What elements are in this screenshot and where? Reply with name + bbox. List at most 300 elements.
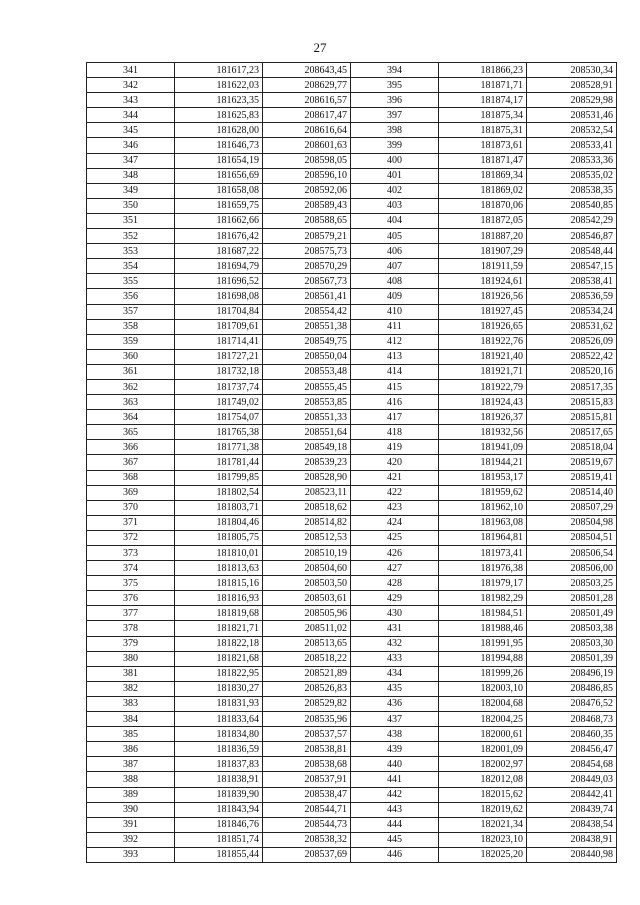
table-row	[87, 546, 617, 561]
x-coordinate: 181924,43	[439, 395, 527, 410]
y-coordinate: 208535,96	[263, 712, 351, 727]
y-coordinate: 208544,73	[263, 817, 351, 832]
y-coordinate: 208506,00	[527, 561, 617, 576]
x-coordinate: 181837,83	[175, 757, 263, 772]
y-coordinate: 208518,04	[527, 440, 617, 455]
x-coordinate: 181870,06	[439, 198, 527, 213]
point-number: 369	[87, 485, 175, 500]
x-coordinate: 181830,27	[175, 681, 263, 696]
x-coordinate: 181846,76	[175, 817, 263, 832]
point-number: 446	[351, 847, 439, 862]
point-number: 376	[87, 591, 175, 606]
x-coordinate: 181709,61	[175, 319, 263, 334]
point-number: 362	[87, 379, 175, 394]
point-number: 417	[351, 410, 439, 425]
table-row	[87, 727, 617, 742]
x-coordinate: 181887,20	[439, 229, 527, 244]
y-coordinate: 208529,98	[527, 93, 617, 108]
y-coordinate: 208533,41	[527, 138, 617, 153]
table-row	[87, 485, 617, 500]
y-coordinate: 208518,62	[263, 500, 351, 515]
y-coordinate: 208505,96	[263, 606, 351, 621]
point-number: 403	[351, 198, 439, 213]
table-row	[87, 561, 617, 576]
x-coordinate: 181926,37	[439, 410, 527, 425]
y-coordinate: 208549,75	[263, 334, 351, 349]
y-coordinate: 208532,54	[527, 123, 617, 138]
point-number: 431	[351, 621, 439, 636]
y-coordinate: 208540,85	[527, 198, 617, 213]
x-coordinate: 181659,75	[175, 198, 263, 213]
x-coordinate: 181874,17	[439, 93, 527, 108]
point-number: 356	[87, 289, 175, 304]
table-row	[87, 832, 617, 847]
y-coordinate: 208537,69	[263, 847, 351, 862]
coordinates-table	[86, 62, 617, 863]
y-coordinate: 208531,46	[527, 108, 617, 123]
table-row	[87, 425, 617, 440]
point-number: 432	[351, 636, 439, 651]
table-row	[87, 757, 617, 772]
x-coordinate: 181851,74	[175, 832, 263, 847]
x-coordinate: 181821,68	[175, 651, 263, 666]
point-number: 390	[87, 802, 175, 817]
table-row	[87, 379, 617, 394]
point-number: 394	[351, 63, 439, 78]
point-number: 416	[351, 395, 439, 410]
table-row	[87, 681, 617, 696]
point-number: 352	[87, 229, 175, 244]
point-number: 388	[87, 772, 175, 787]
table-row	[87, 666, 617, 681]
x-coordinate: 182015,62	[439, 787, 527, 802]
y-coordinate: 208501,39	[527, 651, 617, 666]
y-coordinate: 208538,32	[263, 832, 351, 847]
y-coordinate: 208537,91	[263, 772, 351, 787]
y-coordinate: 208553,85	[263, 395, 351, 410]
x-coordinate: 181727,21	[175, 349, 263, 364]
table-row	[87, 349, 617, 364]
point-number: 414	[351, 364, 439, 379]
x-coordinate: 181869,02	[439, 183, 527, 198]
x-coordinate: 181819,68	[175, 606, 263, 621]
point-number: 438	[351, 727, 439, 742]
point-number: 427	[351, 561, 439, 576]
y-coordinate: 208503,25	[527, 576, 617, 591]
x-coordinate: 181676,42	[175, 229, 263, 244]
x-coordinate: 181922,76	[439, 334, 527, 349]
table-row	[87, 651, 617, 666]
x-coordinate: 181973,41	[439, 546, 527, 561]
table-row	[87, 772, 617, 787]
x-coordinate: 181834,80	[175, 727, 263, 742]
y-coordinate: 208512,53	[263, 530, 351, 545]
x-coordinate: 181924,61	[439, 274, 527, 289]
x-coordinate: 181875,34	[439, 108, 527, 123]
y-coordinate: 208553,48	[263, 364, 351, 379]
y-coordinate: 208456,47	[527, 742, 617, 757]
table-row	[87, 93, 617, 108]
point-number: 392	[87, 832, 175, 847]
y-coordinate: 208547,15	[527, 259, 617, 274]
table-row	[87, 123, 617, 138]
table-row	[87, 229, 617, 244]
point-number: 437	[351, 712, 439, 727]
x-coordinate: 181962,10	[439, 500, 527, 515]
point-number: 387	[87, 757, 175, 772]
point-number: 440	[351, 757, 439, 772]
point-number: 443	[351, 802, 439, 817]
table-row	[87, 334, 617, 349]
point-number: 364	[87, 410, 175, 425]
table-row	[87, 289, 617, 304]
y-coordinate: 208616,57	[263, 93, 351, 108]
y-coordinate: 208460,35	[527, 727, 617, 742]
point-number: 372	[87, 530, 175, 545]
point-number: 423	[351, 500, 439, 515]
y-coordinate: 208442,41	[527, 787, 617, 802]
point-number: 354	[87, 259, 175, 274]
y-coordinate: 208496,19	[527, 666, 617, 681]
table-row	[87, 213, 617, 228]
y-coordinate: 208601,63	[263, 138, 351, 153]
table-row	[87, 108, 617, 123]
x-coordinate: 181984,51	[439, 606, 527, 621]
point-number: 365	[87, 425, 175, 440]
point-number: 366	[87, 440, 175, 455]
y-coordinate: 208551,64	[263, 425, 351, 440]
y-coordinate: 208534,24	[527, 304, 617, 319]
y-coordinate: 208515,81	[527, 410, 617, 425]
table-row	[87, 576, 617, 591]
y-coordinate: 208514,40	[527, 485, 617, 500]
x-coordinate: 181921,71	[439, 364, 527, 379]
table-row	[87, 153, 617, 168]
point-number: 425	[351, 530, 439, 545]
table-row	[87, 817, 617, 832]
table-row	[87, 606, 617, 621]
point-number: 400	[351, 153, 439, 168]
x-coordinate: 181869,34	[439, 168, 527, 183]
x-coordinate: 181959,62	[439, 485, 527, 500]
x-coordinate: 181714,41	[175, 334, 263, 349]
y-coordinate: 208550,04	[263, 349, 351, 364]
table-row	[87, 274, 617, 289]
y-coordinate: 208503,61	[263, 591, 351, 606]
y-coordinate: 208575,73	[263, 244, 351, 259]
x-coordinate: 181696,52	[175, 274, 263, 289]
y-coordinate: 208561,41	[263, 289, 351, 304]
point-number: 429	[351, 591, 439, 606]
point-number: 424	[351, 515, 439, 530]
point-number: 398	[351, 123, 439, 138]
y-coordinate: 208551,33	[263, 410, 351, 425]
x-coordinate: 181979,17	[439, 576, 527, 591]
y-coordinate: 208551,38	[263, 319, 351, 334]
x-coordinate: 182025,20	[439, 847, 527, 862]
point-number: 430	[351, 606, 439, 621]
x-coordinate: 181771,38	[175, 440, 263, 455]
x-coordinate: 181866,23	[439, 63, 527, 78]
y-coordinate: 208517,65	[527, 425, 617, 440]
x-coordinate: 181749,02	[175, 395, 263, 410]
x-coordinate: 181658,08	[175, 183, 263, 198]
point-number: 351	[87, 213, 175, 228]
table-row	[87, 530, 617, 545]
point-number: 422	[351, 485, 439, 500]
y-coordinate: 208579,21	[263, 229, 351, 244]
point-number: 434	[351, 666, 439, 681]
y-coordinate: 208538,41	[527, 274, 617, 289]
x-coordinate: 181656,69	[175, 168, 263, 183]
y-coordinate: 208567,73	[263, 274, 351, 289]
y-coordinate: 208526,09	[527, 334, 617, 349]
y-coordinate: 208598,05	[263, 153, 351, 168]
point-number: 412	[351, 334, 439, 349]
table-row	[87, 455, 617, 470]
point-number: 435	[351, 681, 439, 696]
x-coordinate: 181781,44	[175, 455, 263, 470]
y-coordinate: 208519,67	[527, 455, 617, 470]
point-number: 406	[351, 244, 439, 259]
y-coordinate: 208438,54	[527, 817, 617, 832]
x-coordinate: 181737,74	[175, 379, 263, 394]
y-coordinate: 208616,64	[263, 123, 351, 138]
point-number: 428	[351, 576, 439, 591]
y-coordinate: 208629,77	[263, 78, 351, 93]
table-row	[87, 319, 617, 334]
table-row	[87, 742, 617, 757]
point-number: 426	[351, 546, 439, 561]
x-coordinate: 182021,34	[439, 817, 527, 832]
x-coordinate: 181628,00	[175, 123, 263, 138]
x-coordinate: 181991,95	[439, 636, 527, 651]
point-number: 341	[87, 63, 175, 78]
y-coordinate: 208546,87	[527, 229, 617, 244]
y-coordinate: 208503,50	[263, 576, 351, 591]
x-coordinate: 181813,63	[175, 561, 263, 576]
x-coordinate: 181622,03	[175, 78, 263, 93]
x-coordinate: 182003,10	[439, 681, 527, 696]
table-row	[87, 470, 617, 485]
y-coordinate: 208531,62	[527, 319, 617, 334]
point-number: 348	[87, 168, 175, 183]
x-coordinate: 181833,64	[175, 712, 263, 727]
y-coordinate: 208643,45	[263, 63, 351, 78]
y-coordinate: 208538,81	[263, 742, 351, 757]
y-coordinate: 208486,85	[527, 681, 617, 696]
x-coordinate: 181803,71	[175, 500, 263, 515]
x-coordinate: 181765,38	[175, 425, 263, 440]
point-number: 420	[351, 455, 439, 470]
y-coordinate: 208504,51	[527, 530, 617, 545]
x-coordinate: 181922,79	[439, 379, 527, 394]
y-coordinate: 208476,52	[527, 696, 617, 711]
x-coordinate: 181623,35	[175, 93, 263, 108]
y-coordinate: 208542,29	[527, 213, 617, 228]
point-number: 386	[87, 742, 175, 757]
y-coordinate: 208533,36	[527, 153, 617, 168]
point-number: 405	[351, 229, 439, 244]
point-number: 399	[351, 138, 439, 153]
page-number: 27	[313, 40, 327, 55]
y-coordinate: 208554,42	[263, 304, 351, 319]
x-coordinate: 181654,19	[175, 153, 263, 168]
point-number: 389	[87, 787, 175, 802]
x-coordinate: 181921,40	[439, 349, 527, 364]
y-coordinate: 208440,98	[527, 847, 617, 862]
y-coordinate: 208538,47	[263, 787, 351, 802]
table-row	[87, 410, 617, 425]
y-coordinate: 208536,59	[527, 289, 617, 304]
point-number: 343	[87, 93, 175, 108]
point-number: 361	[87, 364, 175, 379]
point-number: 347	[87, 153, 175, 168]
y-coordinate: 208526,83	[263, 681, 351, 696]
x-coordinate: 181988,46	[439, 621, 527, 636]
y-coordinate: 208596,10	[263, 168, 351, 183]
point-number: 444	[351, 817, 439, 832]
y-coordinate: 208588,65	[263, 213, 351, 228]
x-coordinate: 181976,38	[439, 561, 527, 576]
point-number: 357	[87, 304, 175, 319]
y-coordinate: 208519,41	[527, 470, 617, 485]
point-number: 396	[351, 93, 439, 108]
x-coordinate: 181932,56	[439, 425, 527, 440]
x-coordinate: 181926,56	[439, 289, 527, 304]
y-coordinate: 208538,68	[263, 757, 351, 772]
table-row	[87, 244, 617, 259]
coordinates-table-body	[87, 63, 617, 863]
y-coordinate: 208539,23	[263, 455, 351, 470]
x-coordinate: 181982,29	[439, 591, 527, 606]
x-coordinate: 181617,23	[175, 63, 263, 78]
point-number: 410	[351, 304, 439, 319]
x-coordinate: 181953,17	[439, 470, 527, 485]
x-coordinate: 181822,95	[175, 666, 263, 681]
x-coordinate: 181855,44	[175, 847, 263, 862]
x-coordinate: 181831,93	[175, 696, 263, 711]
y-coordinate: 208501,49	[527, 606, 617, 621]
point-number: 358	[87, 319, 175, 334]
point-number: 378	[87, 621, 175, 636]
point-number: 359	[87, 334, 175, 349]
y-coordinate: 208589,43	[263, 198, 351, 213]
table-row	[87, 198, 617, 213]
x-coordinate: 182004,25	[439, 712, 527, 727]
y-coordinate: 208520,16	[527, 364, 617, 379]
x-coordinate: 181805,75	[175, 530, 263, 545]
y-coordinate: 208504,98	[527, 515, 617, 530]
x-coordinate: 181944,21	[439, 455, 527, 470]
table-row	[87, 364, 617, 379]
x-coordinate: 182019,62	[439, 802, 527, 817]
y-coordinate: 208517,35	[527, 379, 617, 394]
y-coordinate: 208592,06	[263, 183, 351, 198]
x-coordinate: 181687,22	[175, 244, 263, 259]
point-number: 395	[351, 78, 439, 93]
y-coordinate: 208521,89	[263, 666, 351, 681]
point-number: 368	[87, 470, 175, 485]
y-coordinate: 208537,57	[263, 727, 351, 742]
y-coordinate: 208522,42	[527, 349, 617, 364]
x-coordinate: 181815,16	[175, 576, 263, 591]
point-number: 441	[351, 772, 439, 787]
x-coordinate: 181822,18	[175, 636, 263, 651]
x-coordinate: 181694,79	[175, 259, 263, 274]
x-coordinate: 181941,09	[439, 440, 527, 455]
point-number: 383	[87, 696, 175, 711]
point-number: 391	[87, 817, 175, 832]
x-coordinate: 181843,94	[175, 802, 263, 817]
point-number: 379	[87, 636, 175, 651]
table-row	[87, 63, 617, 78]
x-coordinate: 181802,54	[175, 485, 263, 500]
point-number: 360	[87, 349, 175, 364]
point-number: 345	[87, 123, 175, 138]
table-row	[87, 138, 617, 153]
point-number: 402	[351, 183, 439, 198]
y-coordinate: 208535,02	[527, 168, 617, 183]
point-number: 363	[87, 395, 175, 410]
y-coordinate: 208523,11	[263, 485, 351, 500]
x-coordinate: 181875,31	[439, 123, 527, 138]
x-coordinate: 181871,71	[439, 78, 527, 93]
x-coordinate: 182012,08	[439, 772, 527, 787]
y-coordinate: 208507,29	[527, 500, 617, 515]
table-row	[87, 168, 617, 183]
x-coordinate: 181871,47	[439, 153, 527, 168]
x-coordinate: 181999,26	[439, 666, 527, 681]
y-coordinate: 208503,30	[527, 636, 617, 651]
y-coordinate: 208528,91	[527, 78, 617, 93]
x-coordinate: 182023,10	[439, 832, 527, 847]
point-number: 421	[351, 470, 439, 485]
point-number: 385	[87, 727, 175, 742]
y-coordinate: 208454,68	[527, 757, 617, 772]
y-coordinate: 208511,02	[263, 621, 351, 636]
x-coordinate: 181926,65	[439, 319, 527, 334]
table-row	[87, 78, 617, 93]
table-row	[87, 515, 617, 530]
point-number: 411	[351, 319, 439, 334]
point-number: 374	[87, 561, 175, 576]
y-coordinate: 208528,90	[263, 470, 351, 485]
x-coordinate: 181927,45	[439, 304, 527, 319]
point-number: 367	[87, 455, 175, 470]
table-row	[87, 636, 617, 651]
y-coordinate: 208501,28	[527, 591, 617, 606]
y-coordinate: 208514,82	[263, 515, 351, 530]
x-coordinate: 181662,66	[175, 213, 263, 228]
y-coordinate: 208506,54	[527, 546, 617, 561]
x-coordinate: 181821,71	[175, 621, 263, 636]
point-number: 353	[87, 244, 175, 259]
point-number: 380	[87, 651, 175, 666]
y-coordinate: 208544,71	[263, 802, 351, 817]
y-coordinate: 208548,44	[527, 244, 617, 259]
point-number: 381	[87, 666, 175, 681]
x-coordinate: 181810,01	[175, 546, 263, 561]
table-row	[87, 304, 617, 319]
x-coordinate: 181872,05	[439, 213, 527, 228]
y-coordinate: 208515,83	[527, 395, 617, 410]
point-number: 436	[351, 696, 439, 711]
y-coordinate: 208468,73	[527, 712, 617, 727]
point-number: 415	[351, 379, 439, 394]
point-number: 401	[351, 168, 439, 183]
x-coordinate: 181799,85	[175, 470, 263, 485]
